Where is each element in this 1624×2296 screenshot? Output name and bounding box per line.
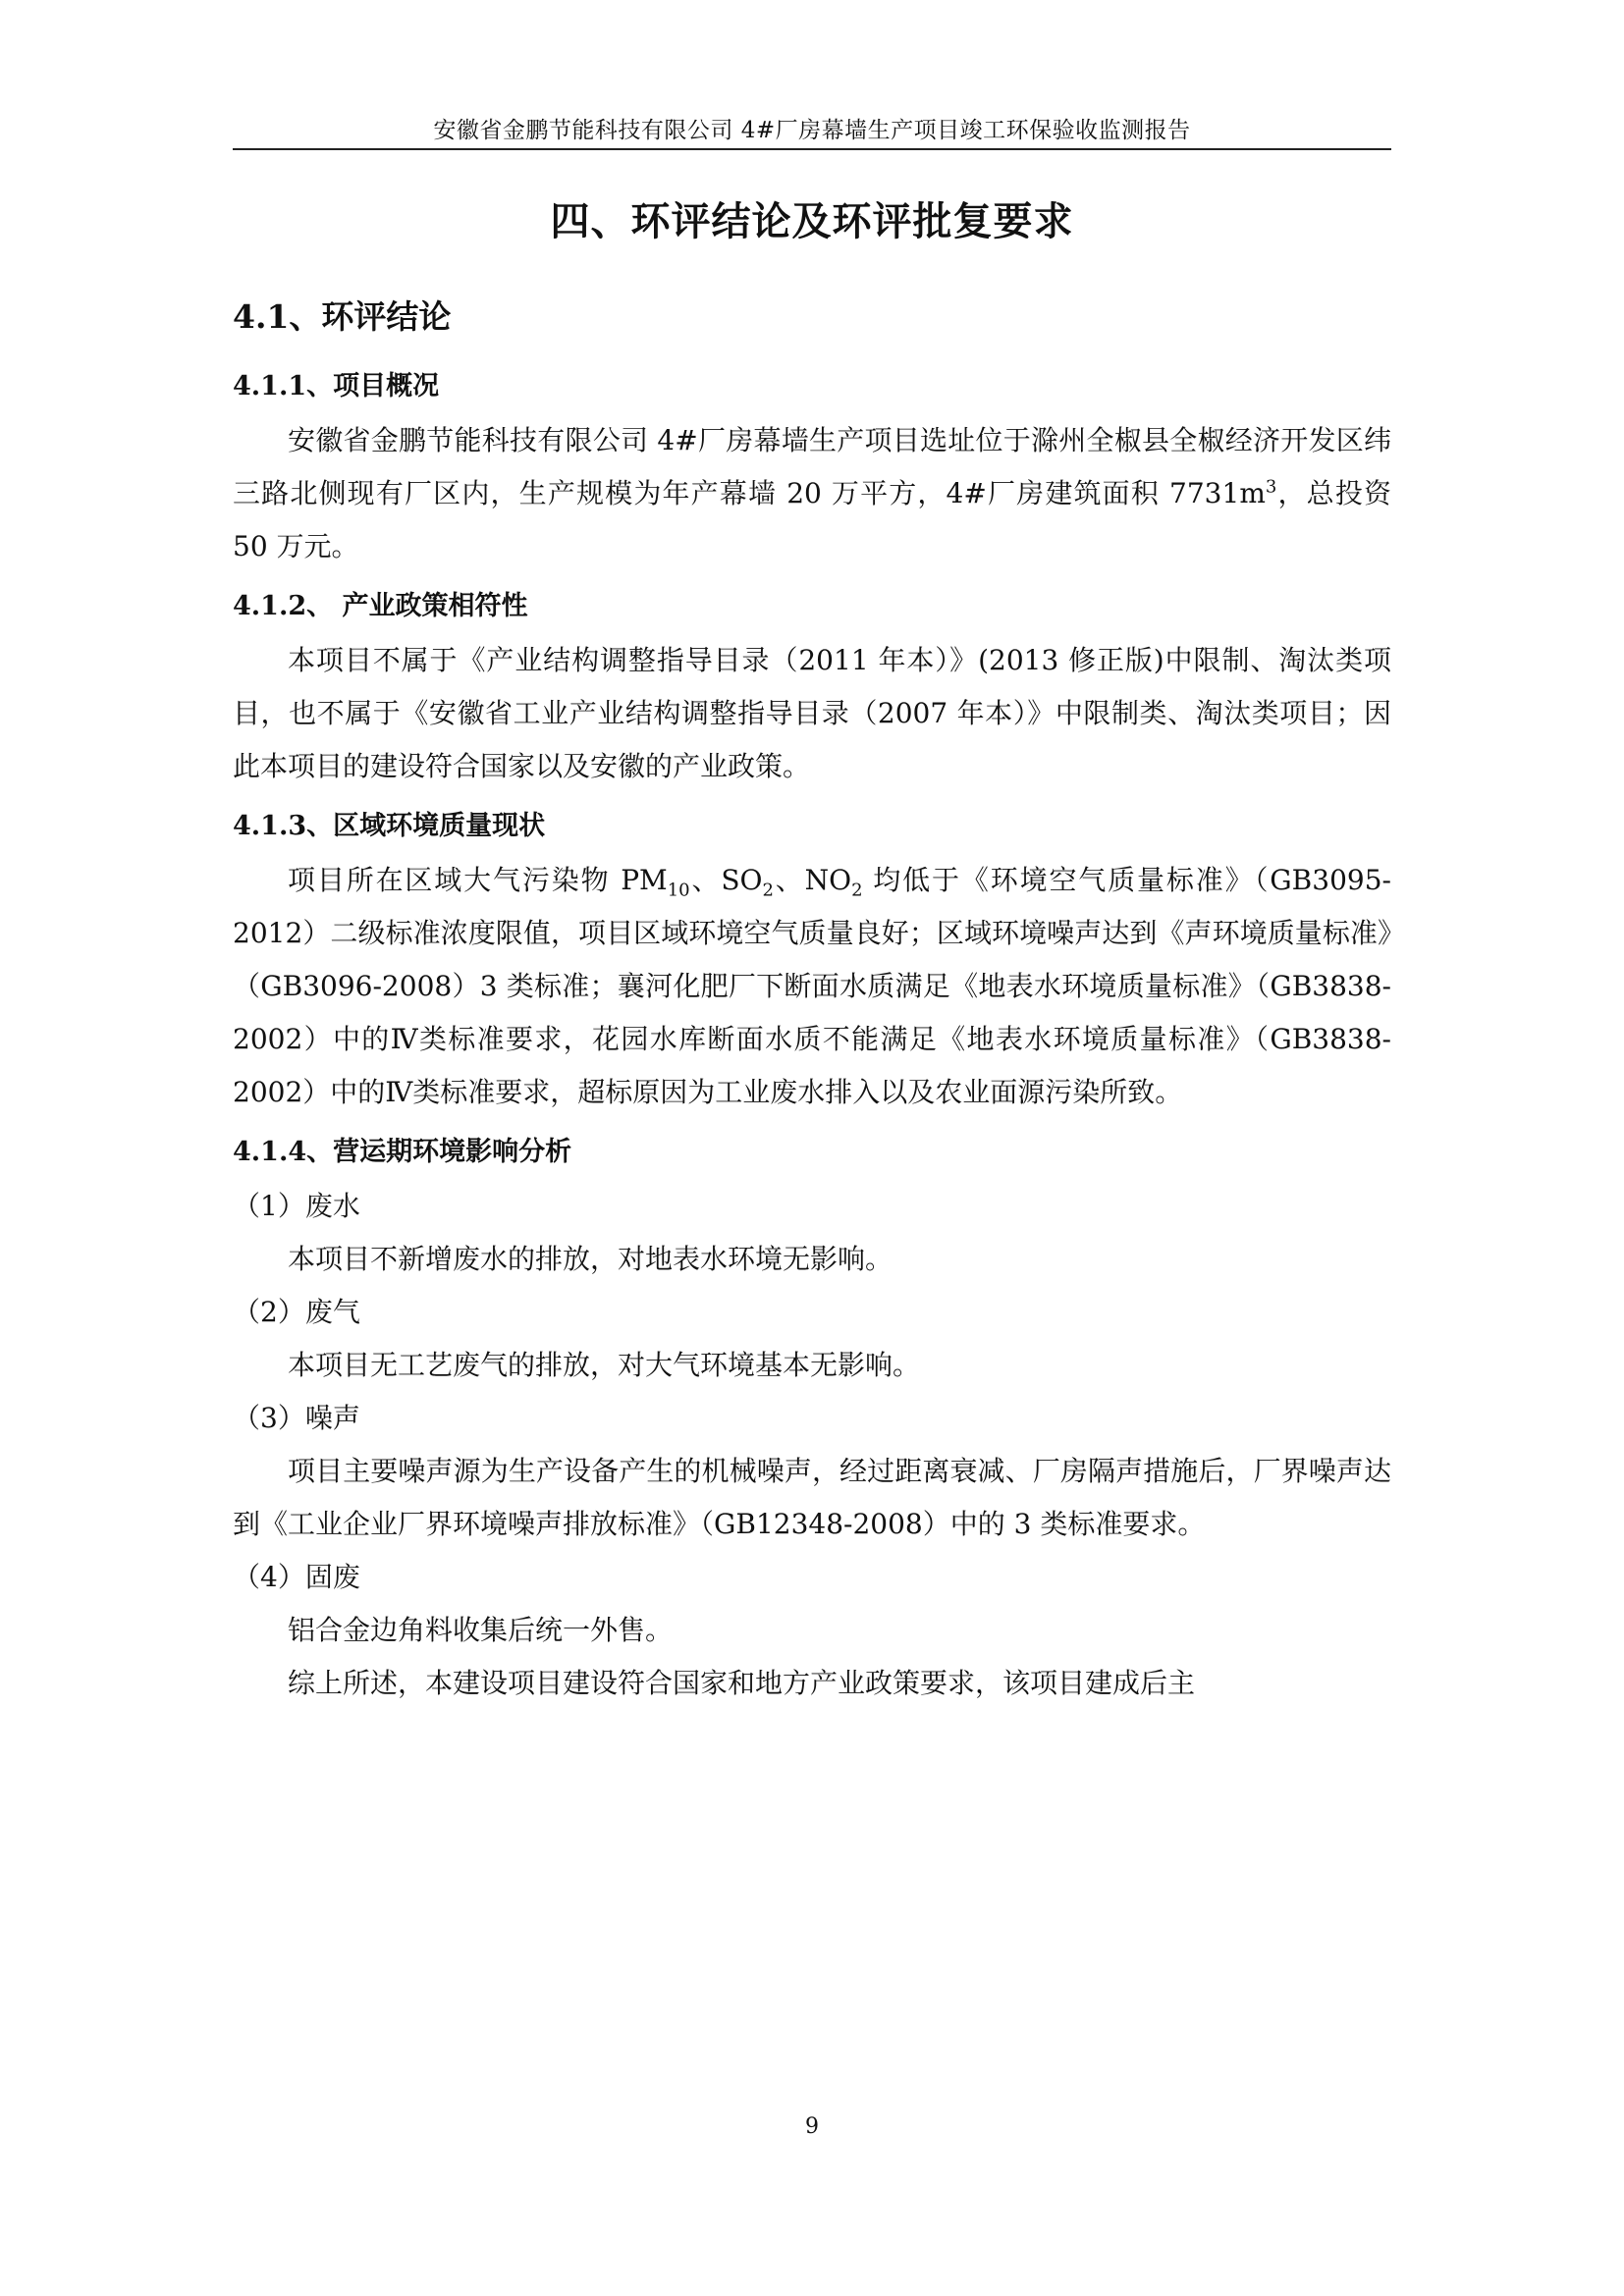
overview-text-end: ，总投资 50 万元。 (233, 477, 1391, 562)
quality-text-4: 均低于《环境空气质量标准》（GB3095-2012）二级标准浓度限值，项目区域环境空气质量良好；区域环境噪声达到《声环境质量标准》（GB3096-2008）3 类标准；襄河化肥厂下断面水质满足《地表水环境质量标准》（GB3838-2002）中的Ⅳ类标准要求，花园水库断面水质不能满足《地表水环境质量标准》（GB3838-2002）中的Ⅳ类标准要求，超标原因为工业废水排入以及农业面源污染所致。 (233, 864, 1391, 1108)
summary-paragraph: 综上所述，本建设项目建设符合国家和地方产业政策要求，该项目建成后主 (288, 1667, 1196, 1699)
subsection-heading-4-1-1: 4.1.1、项目概况 (233, 371, 440, 401)
item-label-waste-gas: （2）废气 (233, 1296, 360, 1328)
page-body (233, 187, 1391, 1710)
subsection-heading-4-1-3: 4.1.3、区域环境质量现状 (233, 811, 546, 841)
industry-policy-paragraph: 本项目不属于《产业结构调整指导目录（2011 年本）》(2013 修正版)中限制、淘汰类项目，也不属于《安徽省工业产业结构调整指导目录（2007 年本）》中限制类、淘汰类项目；因此本项目的建设符合国家以及安徽的产业政策。 (233, 644, 1391, 782)
item-label-solid-waste: （4）固废 (233, 1561, 360, 1593)
environment-quality-paragraph (233, 854, 1391, 1119)
section-heading-4-1: 4.1、环评结论 (233, 297, 452, 336)
subsection-heading-4-1-4: 4.1.4、营运期环境影响分析 (233, 1137, 572, 1167)
chapter-title: 四、环评结论及环评批复要求 (550, 198, 1074, 244)
so2-subscript: 2 (762, 880, 774, 901)
item-label-noise: （3）噪声 (233, 1402, 360, 1434)
pm10-subscript: 10 (667, 880, 690, 901)
area-unit-superscript: 3 (1265, 476, 1277, 498)
project-overview-paragraph (233, 414, 1391, 573)
item-label-wastewater: （1）废水 (233, 1190, 360, 1222)
item-text-wastewater: 本项目不新增废水的排放，对地表水环境无影响。 (288, 1243, 893, 1275)
header-divider (233, 148, 1391, 150)
no2-subscript: 2 (851, 880, 863, 901)
overview-text-main: 安徽省金鹏节能科技有限公司 4#厂房幕墙生产项目选址位于滁州全椒县全椒经济开发区纬三路北侧现有厂区内，生产规模为年产幕墙 20 万平方，4#厂房建筑面积 7731m (233, 424, 1391, 509)
subsection-heading-4-1-2: 4.1.2、 产业政策相符性 (233, 591, 528, 621)
page-number: 9 (805, 2114, 819, 2139)
running-header: 安徽省金鹏节能科技有限公司 4#厂房幕墙生产项目竣工环保验收监测报告 (433, 118, 1191, 143)
quality-text-2: 、SO (689, 864, 763, 896)
item-text-noise: 项目主要噪声源为生产设备产生的机械噪声，经过距离衰减、厂房隔声措施后，厂界噪声达到《工业企业厂界环境噪声排放标准》（GB12348-2008）中的 3 类标准要求。 (233, 1455, 1391, 1540)
quality-text-3: 、NO (773, 864, 852, 896)
item-text-solid-waste: 铝合金边角料收集后统一外售。 (288, 1614, 674, 1646)
item-text-waste-gas: 本项目无工艺废气的排放，对大气环境基本无影响。 (288, 1349, 921, 1381)
quality-text-1: 项目所在区域大气污染物 PM (288, 864, 668, 896)
